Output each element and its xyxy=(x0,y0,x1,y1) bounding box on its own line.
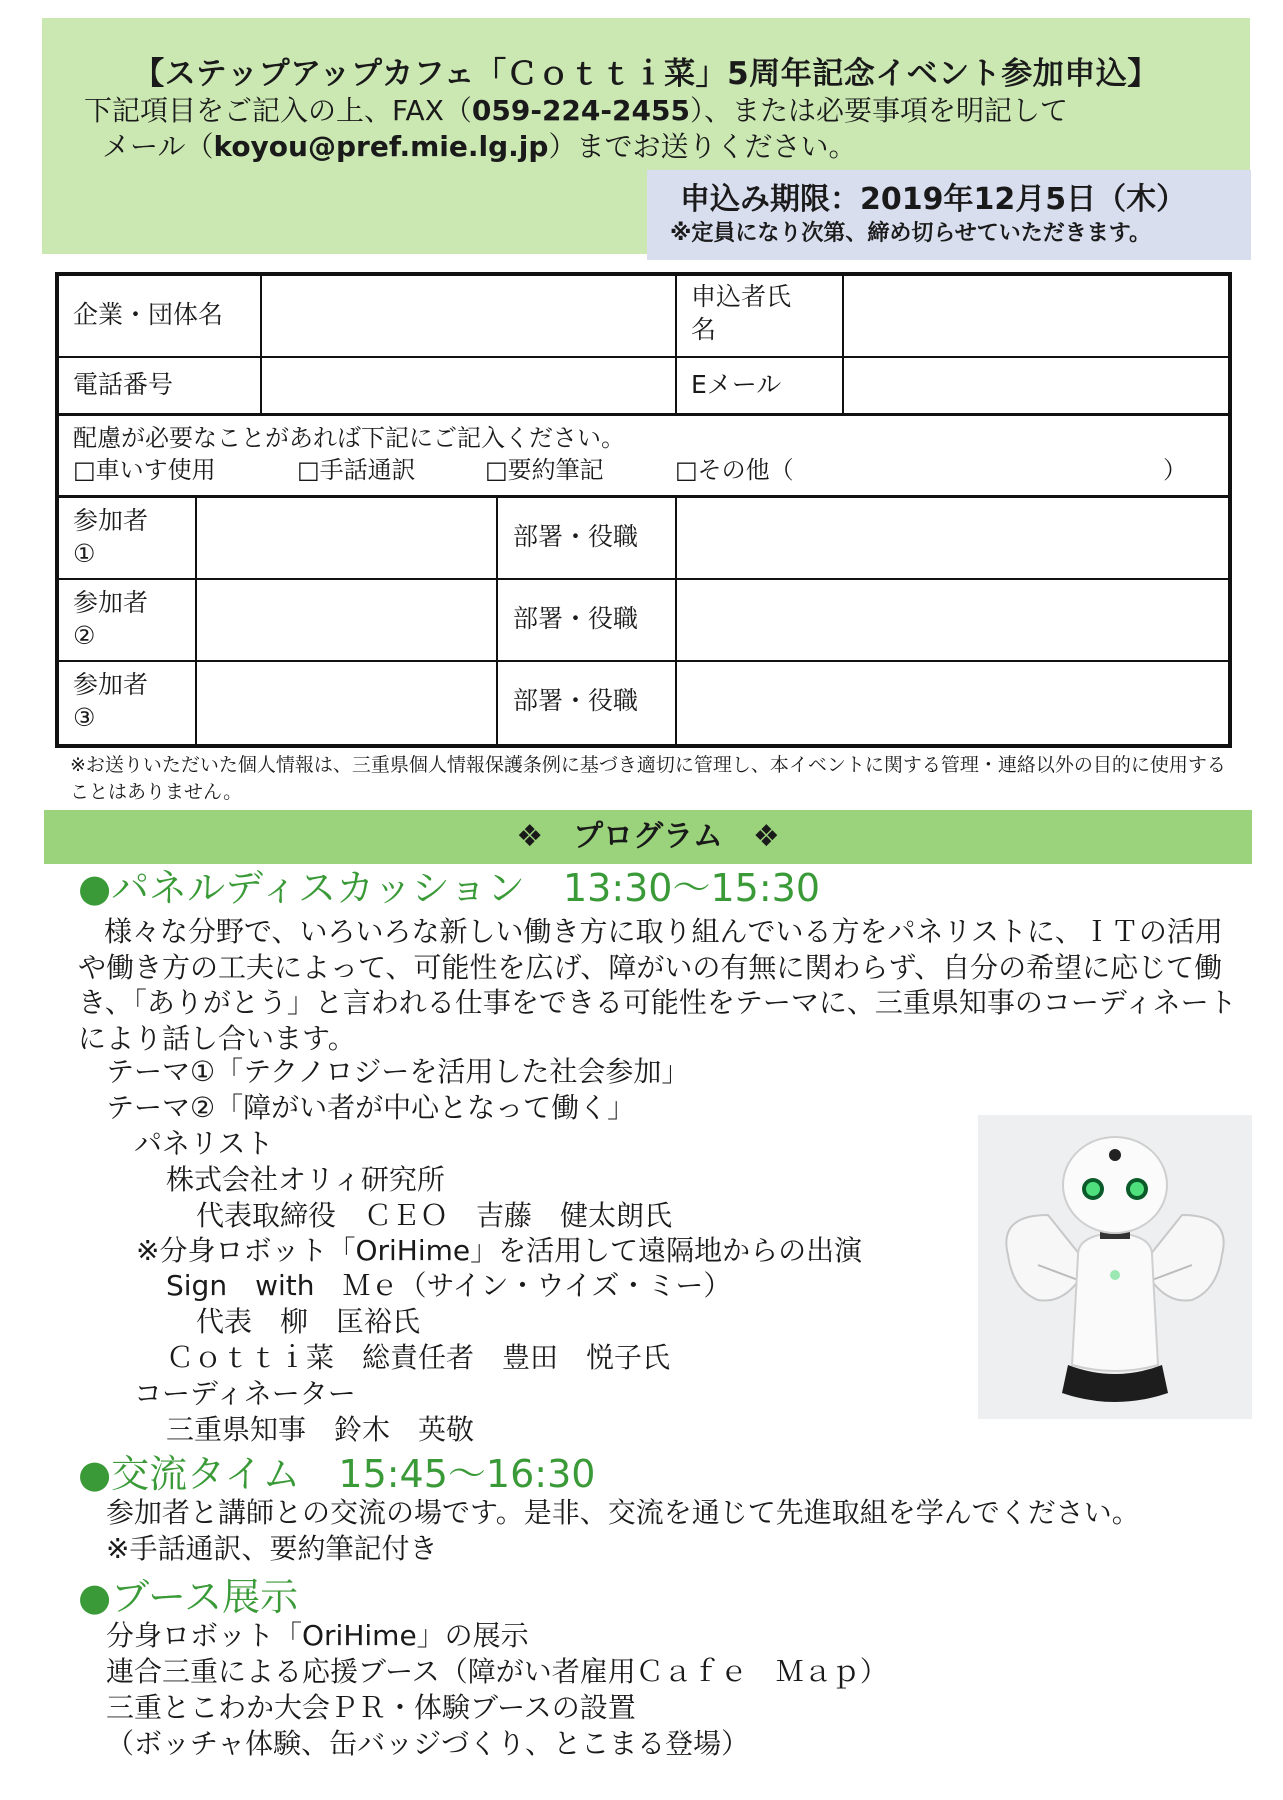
exchange-heading: ●交流タイム 15:45～16:30 xyxy=(78,1452,596,1496)
company-label: 企業・団体名 xyxy=(73,300,224,329)
orihime-robot-photo xyxy=(978,1115,1252,1419)
fax-prefix: 下記項目をご記入の上、FAX（ xyxy=(84,94,472,127)
email-suffix: ）までお送りください。 xyxy=(548,130,857,163)
header-title: 【ステップアップカフェ「Ｃｏｔｔｉ菜」5周年記念イベント参加申込】 xyxy=(133,56,1159,92)
theme-1: テーマ①「テクノロジーを活用した社会参加」 xyxy=(106,1055,690,1088)
panel-heading: ●パネルディスカッション 13:30～15:30 xyxy=(78,866,820,910)
applicant-name-input[interactable] xyxy=(844,278,1224,354)
panelist-3: Ｃｏｔｔｉ菜 総責任者 豊田 悦子氏 xyxy=(166,1341,671,1374)
theme-2: テーマ②「障がい者が中心となって働く」 xyxy=(106,1091,636,1124)
coordinator-label: コーディネーター xyxy=(134,1377,356,1410)
participant-1-dept-label: 部署・役職 xyxy=(513,522,639,551)
participant-1-label: 参加者 ① xyxy=(73,506,149,568)
program-title: ❖ プログラム ❖ xyxy=(516,819,780,854)
booth-heading: ●ブース展示 xyxy=(78,1575,299,1619)
participant-1-input[interactable] xyxy=(197,498,494,576)
fax-number: 059-224-2455 xyxy=(471,94,690,127)
panelist-2-name: 代表 柳 匡裕氏 xyxy=(196,1305,421,1338)
phone-input[interactable] xyxy=(262,359,673,411)
participant-3-dept-input[interactable] xyxy=(677,662,1224,742)
deadline-text: 申込み期限：2019年12月5日（木） xyxy=(680,182,1187,217)
email-input[interactable] xyxy=(844,359,1224,411)
option-other-close: ） xyxy=(1163,456,1187,484)
participant-3-input[interactable] xyxy=(197,662,494,742)
email-prefix: メール（ xyxy=(102,130,214,163)
company-input[interactable] xyxy=(262,278,673,354)
panelist-1-name: 代表取締役 ＣＥＯ 吉藤 健太朗氏 xyxy=(196,1199,673,1232)
privacy-note: ※お送りいただいた個人情報は、三重県個人情報保護条例に基づき適切に管理し、本イベントに関する管理・連絡以外の目的に使用することはありません。 xyxy=(70,754,1226,803)
panel-description: 様々な分野で、いろいろな新しい働き方に取り組んでいる方をパネリストに、ＩＴの活用や働き方の工夫によって、可能性を広げ、障がいの有無に関わらず、自分の希望に応じて働き、「ありがとう」と言われる仕事をできる可能性をテーマに、三重県知事のコーディネートにより話し合います。 xyxy=(78,915,1237,1055)
panelist-2-org: Sign with Ｍｅ（サイン・ウイズ・ミー） xyxy=(166,1269,732,1302)
consideration-text: 配慮が必要なことがあれば下記にご記入ください。 xyxy=(73,424,625,452)
option-summary-writing[interactable]: □要約筆記 xyxy=(485,456,604,484)
booth-item-2: 連合三重による応援ブース（障がい者雇用Ｃａｆｅ Ｍａｐ） xyxy=(106,1655,888,1688)
panelist-1-note: ※分身ロボット「OriHime」を活用して遠隔地からの出演 xyxy=(136,1234,863,1267)
deadline-note: ※定員になり次第、締め切らせていただきます。 xyxy=(670,221,1151,246)
applicant-label: 申込者氏 名 xyxy=(691,282,792,344)
application-form xyxy=(55,272,1232,748)
option-wheelchair[interactable]: □車いす使用 xyxy=(73,456,216,484)
booth-item-1: 分身ロボット「OriHime」の展示 xyxy=(106,1619,529,1652)
panelists-label: パネリスト xyxy=(134,1127,274,1160)
booth-item-3: 三重とこわか大会ＰＲ・体験ブースの設置 xyxy=(106,1691,636,1724)
participant-2-dept-input[interactable] xyxy=(677,580,1224,658)
option-sign-language[interactable]: □手話通訳 xyxy=(297,456,416,484)
participant-2-label: 参加者 ② xyxy=(73,588,149,650)
participant-2-input[interactable] xyxy=(197,580,494,658)
fax-suffix: ）、または必要事項を明記して xyxy=(689,94,1068,127)
exchange-line-2: ※手話通訳、要約筆記付き xyxy=(106,1532,438,1565)
coordinator-name: 三重県知事 鈴木 英敬 xyxy=(166,1413,475,1446)
email-address[interactable]: koyou@pref.mie.lg.jp xyxy=(213,130,549,163)
participant-3-label: 参加者 ③ xyxy=(73,670,149,732)
header-email-line xyxy=(102,130,856,164)
exchange-line-1: 参加者と講師との交流の場です。是非、交流を通じて先進取組を学んでください。 xyxy=(106,1496,1140,1529)
booth-item-4: （ボッチャ体験、缶バッジづくり、とこまる登場） xyxy=(106,1727,750,1760)
header-fax-line xyxy=(84,94,1068,128)
email-label: Eメール xyxy=(691,370,782,399)
participant-1-dept-input[interactable] xyxy=(677,498,1224,576)
participant-2-dept-label: 部署・役職 xyxy=(513,604,639,633)
participant-3-dept-label: 部署・役職 xyxy=(513,686,639,715)
option-other[interactable]: □その他（ xyxy=(675,456,794,484)
phone-label: 電話番号 xyxy=(73,370,174,399)
panelist-1-org: 株式会社オリィ研究所 xyxy=(166,1163,445,1196)
